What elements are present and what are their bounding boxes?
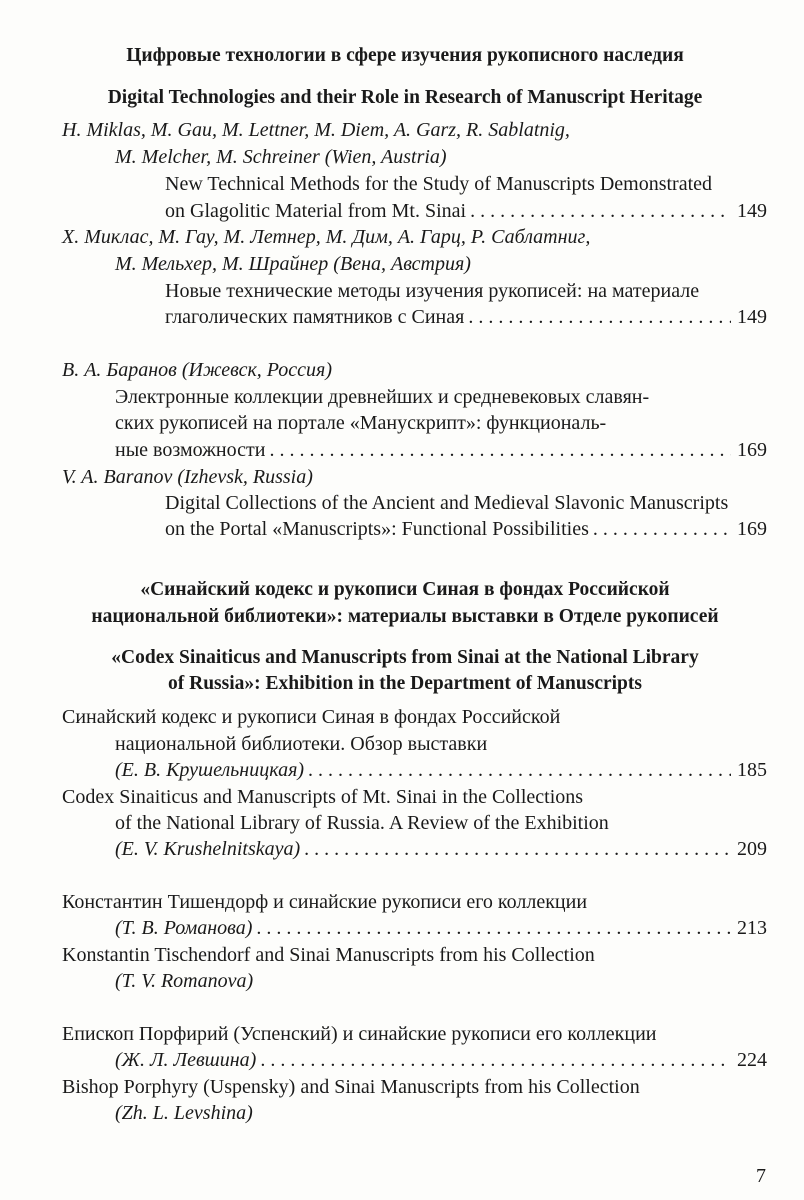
page-number: 209 — [737, 838, 767, 860]
entry-author: (T. V. Romanova) — [115, 970, 254, 992]
page-number: 169 — [737, 439, 767, 461]
entry-title: of the National Library of Russia. A Review of the Exhibition — [115, 812, 609, 834]
entry-title: on the Portal «Manuscripts»: Functional Possibilities — [165, 518, 589, 540]
entry-title: on Glagolitic Material from Mt. Sinai — [165, 200, 467, 222]
dot-leader — [593, 516, 731, 543]
entry-title: Bishop Porphyry (Uspensky) and Sinai Manuscripts from his Collection — [62, 1076, 640, 1098]
dot-leader — [308, 757, 731, 784]
dot-leader — [470, 198, 731, 225]
dot-leader — [260, 1047, 731, 1074]
entry-authors: М. Мельхер, М. Шрайнер (Вена, Австрия) — [115, 253, 471, 275]
entry-author: (Ж. Л. Левшина) — [115, 1049, 257, 1071]
page-number: 149 — [737, 200, 767, 222]
toc-entry-leader — [115, 915, 767, 942]
entry-author: (Е. В. Крушельницкая) — [115, 759, 305, 781]
entry-authors: H. Miklas, M. Gau, M. Lettner, M. Diem, A. Garz, R. Sablatnig, — [62, 119, 570, 141]
entry-authors: M. Melcher, M. Schreiner (Wien, Austria) — [115, 146, 447, 168]
dot-leader — [256, 915, 731, 942]
page-number: 213 — [737, 917, 767, 939]
entry-title: ные возможности — [115, 439, 266, 461]
page-number: 169 — [737, 518, 767, 540]
dot-leader — [269, 437, 731, 464]
section-heading-en: Digital Technologies and their Role in Research of Manuscript Heritage — [107, 87, 703, 108]
entry-title: Константин Тишендорф и синайские рукописи его коллекции — [62, 891, 588, 913]
toc-entry-leader — [115, 437, 767, 464]
entry-title: глаголических памятников с Синая — [165, 306, 465, 328]
toc-entry-leader — [165, 516, 767, 543]
entry-authors: Х. Миклас, М. Гау, М. Летнер, М. Дим, А. Гарц, Р. Саблатниг, — [62, 226, 591, 248]
entry-title: ских рукописей на портале «Манускрипт»: функциональ- — [115, 412, 607, 434]
folio-number: 7 — [756, 1165, 766, 1187]
section-heading-ru: «Синайский кодекс и рукописи Синая в фондах Российской — [140, 579, 670, 600]
entry-title: Новые технические методы изучения рукописей: на материале — [165, 280, 700, 302]
entry-author: (Т. В. Романова) — [115, 917, 253, 939]
toc-entry-leader — [115, 757, 767, 784]
entry-title: Синайский кодекс и рукописи Синая в фондах Российской — [62, 706, 561, 728]
toc-entry-leader — [115, 1047, 767, 1074]
entry-author: (E. V. Krushelnitskaya) — [115, 838, 301, 860]
page-number: 224 — [737, 1049, 767, 1071]
entry-authors: В. А. Баранов (Ижевск, Россия) — [62, 359, 333, 381]
toc-entry-leader — [165, 304, 767, 331]
entry-title: Электронные коллекции древнейших и средневековых славян- — [115, 386, 650, 408]
section-heading-ru: национальной библиотеки»: материалы выставки в Отделе рукописей — [91, 606, 719, 627]
entry-title: Codex Sinaiticus and Manuscripts of Mt. Sinai in the Collections — [62, 786, 584, 808]
entry-author: (Zh. L. Levshina) — [115, 1102, 253, 1124]
entry-title: Digital Collections of the Ancient and Medieval Slavonic Manuscripts — [165, 492, 729, 514]
section-heading-en: of Russia»: Exhibition in the Department of Manuscripts — [168, 673, 642, 694]
entry-title: Konstantin Tischendorf and Sinai Manuscripts from his Collection — [62, 944, 595, 966]
page-number: 185 — [737, 759, 767, 781]
page-number: 149 — [737, 306, 767, 328]
toc-entry-leader — [115, 836, 767, 863]
entry-authors: V. A. Baranov (Izhevsk, Russia) — [62, 466, 313, 488]
section-heading-en: «Codex Sinaiticus and Manuscripts from Sinai at the National Library — [111, 647, 699, 668]
dot-leader — [468, 304, 731, 331]
entry-title: национальной библиотеки. Обзор выставки — [115, 733, 488, 755]
toc-entry-leader — [165, 198, 767, 225]
entry-title: Епископ Порфирий (Успенский) и синайские рукописи его коллекции — [62, 1023, 657, 1045]
dot-leader — [304, 836, 731, 863]
section-heading-ru: Цифровые технологии в сфере изучения рукописного наследия — [126, 45, 684, 66]
entry-title: New Technical Methods for the Study of Manuscripts Demonstrated — [165, 173, 713, 195]
